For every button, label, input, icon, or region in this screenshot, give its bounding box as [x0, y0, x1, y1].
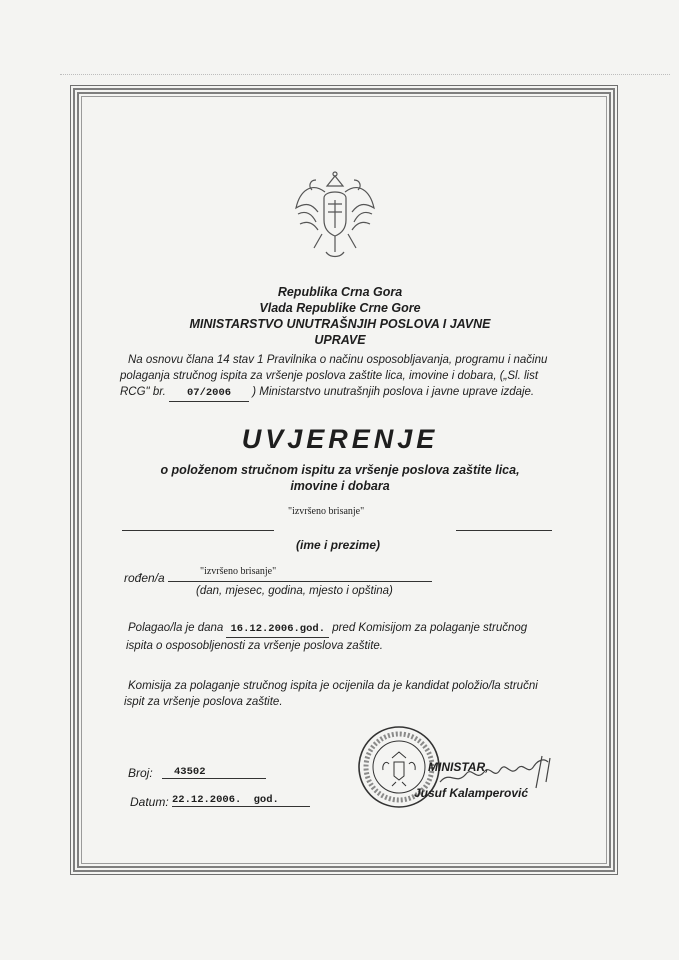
number-value: 43502 — [162, 766, 266, 779]
exam-paragraph — [128, 620, 578, 654]
result-line-2: ispit za vršenje poslova zaštite. — [124, 696, 283, 708]
number-label: Broj: — [128, 766, 153, 780]
name-line-right — [456, 530, 552, 531]
exam-line-1-start: Polagao/la je dana — [128, 622, 224, 634]
certificate-subtitle — [160, 462, 520, 494]
coat-of-arms-icon — [292, 168, 378, 264]
subtitle-line-1: o položenom stručnom ispitu za vršenje poslova zaštite lica, — [160, 463, 520, 477]
result-line-1: Komisija za polaganje stručnog ispita je ocijenila da je kandidat položio/la stručni — [128, 680, 538, 692]
ministry-name: MINISTARSTVO UNUTRAŠNJIH POSLOVA I JAVNE UPRAVE — [189, 317, 491, 347]
born-label: rođen/a — [124, 571, 165, 585]
intro-line-3-start: RCG" br. — [120, 386, 166, 398]
born-caption: (dan, mjesec, godina, mjesto i opština) — [196, 585, 393, 597]
intro-line-3 — [120, 384, 568, 402]
born-line — [168, 581, 432, 582]
issue-date-value: 22.12.2006. — [172, 794, 242, 806]
intro-line-2: polaganja stručnog ispita za vršenje poslova zaštite lica, imovine i dobara, („Sl. list — [120, 370, 539, 382]
issuer-header — [180, 284, 500, 348]
intro-paragraph — [120, 352, 568, 402]
minister-name: Jusuf Kalamperović — [414, 786, 529, 800]
result-paragraph — [124, 678, 578, 710]
republic-name: Republika Crna Gora — [277, 285, 403, 299]
born-value: "izvršeno brisanje" — [200, 566, 277, 577]
intro-line-3-end: ) Ministarstvo unutrašnjih poslova i javne uprave izdaje. — [252, 386, 535, 398]
name-line-left — [122, 530, 274, 531]
government-name: Vlada Republike Crne Gore — [259, 301, 421, 315]
gazette-number: 07/2006 — [169, 385, 249, 402]
subtitle-line-2: imovine i dobara — [290, 479, 390, 493]
minister-title: MINISTAR, — [428, 760, 489, 774]
name-value: "izvršeno brisanje" — [288, 506, 365, 517]
intro-line-1: Na osnovu člana 14 stav 1 Pravilnika o načinu osposobljavanja, programu i načinu — [128, 354, 548, 366]
issue-date — [172, 794, 310, 807]
exam-line-1 — [128, 620, 578, 638]
exam-line-1-end: pred Komisijom za polaganje stručnog — [332, 622, 528, 634]
name-label: (ime i prezime) — [296, 538, 381, 552]
exam-line-2: ispita o osposobljenosti za vršenje poslova zaštite. — [126, 640, 383, 652]
issue-date-suffix: god. — [253, 794, 279, 806]
certificate-title: UVJERENJE — [241, 424, 439, 454]
exam-date: 16.12.2006.god. — [226, 621, 329, 638]
date-label: Datum: — [130, 795, 169, 809]
